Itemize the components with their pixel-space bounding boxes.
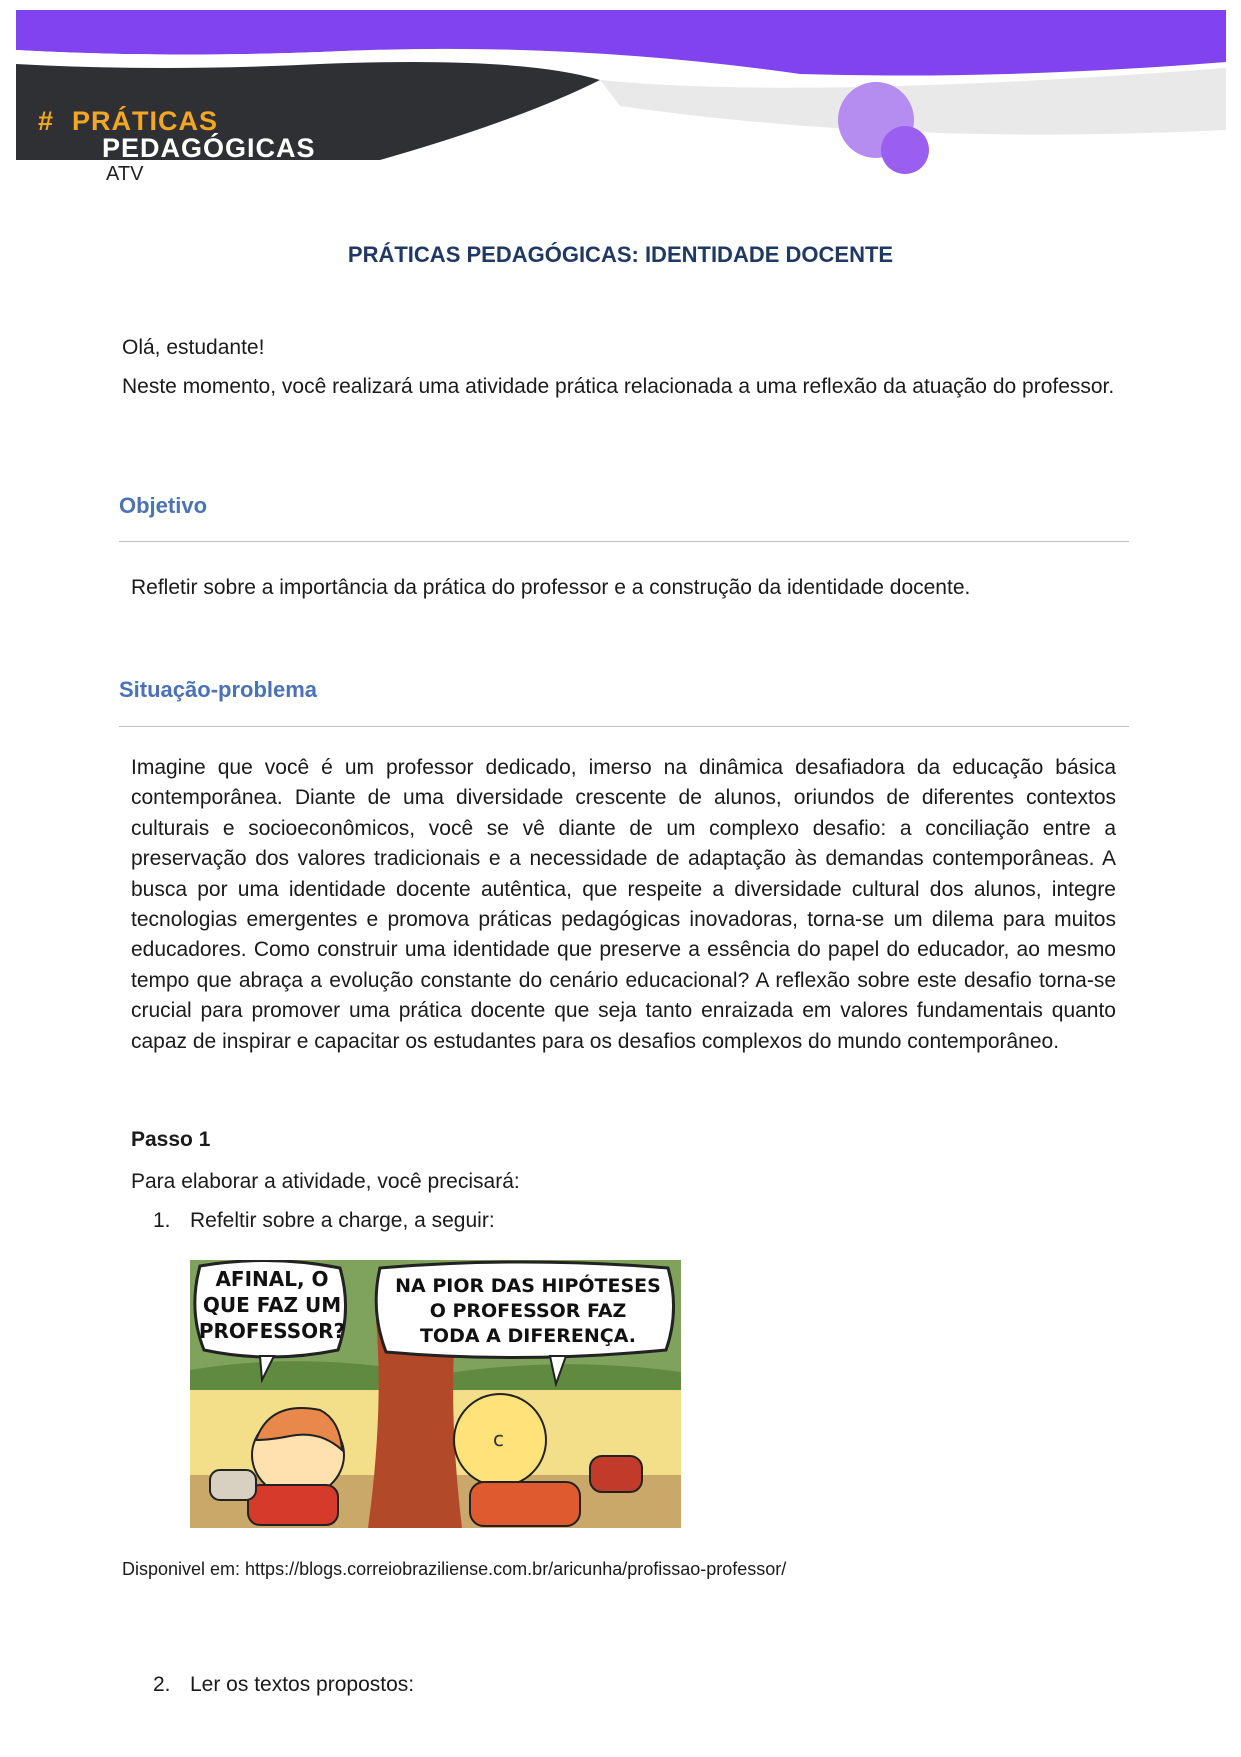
bubble-left-line-1: AFINAL, O [215, 1267, 329, 1291]
list-item-number: 1. [153, 1209, 171, 1232]
activity-tag: ATV [106, 163, 144, 185]
objective-text: Refletir sobre a importância da prática do professor e a construção da identidade docente. [131, 576, 971, 599]
logo-line-1: PRÁTICAS [72, 106, 219, 136]
logo-hash: # [38, 106, 55, 136]
document-title: PRÁTICAS PEDAGÓGICAS: IDENTIDADE DOCENTE [347, 242, 894, 267]
greeting-line-2: Neste momento, você realizará uma atividade prática relacionada a uma reflexão da atuação do professor. [122, 375, 1115, 398]
comic-credit: Disponivel em: https://blogs.correiobraziliense.com.br/aricunha/profissao-professor/ [122, 1559, 787, 1579]
greeting-line-1: Olá, estudante! [122, 336, 265, 359]
list-item [153, 1209, 495, 1233]
greeting [122, 328, 1117, 406]
comic-strip [190, 1260, 681, 1528]
situation-divider [119, 726, 1129, 727]
bubble-right-line-3: TODA A DIFERENÇA. [419, 1325, 637, 1347]
objective-heading: Objetivo [119, 493, 208, 518]
situation-heading: Situação-problema [119, 677, 318, 702]
bubble-left-line-2: QUE FAZ UM [202, 1293, 342, 1317]
situation-text: Imagine que você é um professor dedicado, imerso na dinâmica desafiadora da educação básica contemporânea. Diante de uma diversidade crescente de alunos, oriundos de diferentes contextos culturais e socioeconômicos, você se vê diante de um complexo desafio: a conciliação entre a preservação dos valores tradicionais e a necessidade de adaptação às demandas contemporâneas. A busca por uma identidade docente autêntica, que respeite a diversidade cultural dos alunos, integre tecnologias emergentes e promova práticas pedagógicas inovadoras, torna-se um dilema para muitos educadores. Como construir uma identidade que preserve a essência do papel do educador, ao mesmo tempo que abraça a evolução constante do cenário educacional? A reflexão sobre este desafio torna-se crucial para promover uma prática docente que seja tanto enraizada em valores fundamentais quanto capaz de inspirar e capacitar os estudantes para os desafios complexos do mundo contemporâneo. [131, 756, 1116, 1053]
list-item [153, 1673, 414, 1697]
objective-divider [119, 541, 1129, 542]
bubble-right-line-2: O PROFESSOR FAZ [429, 1300, 627, 1322]
character-face-letter: c [493, 1427, 504, 1451]
list-item-text: Refeltir sobre a charge, a seguir: [190, 1209, 495, 1232]
bubble-left-line-3: PROFESSOR? [198, 1319, 346, 1343]
bubble-right-line-1: NA PIOR DAS HIPÓTESES [395, 1275, 661, 1297]
step-1-heading: Passo 1 [131, 1128, 211, 1151]
step-1-intro: Para elaborar a atividade, você precisará: [131, 1170, 520, 1193]
logo-line-2: PEDAGÓGICAS [102, 133, 316, 163]
list-item-number: 2. [153, 1673, 171, 1696]
list-item-text: Ler os textos propostos: [190, 1673, 415, 1696]
